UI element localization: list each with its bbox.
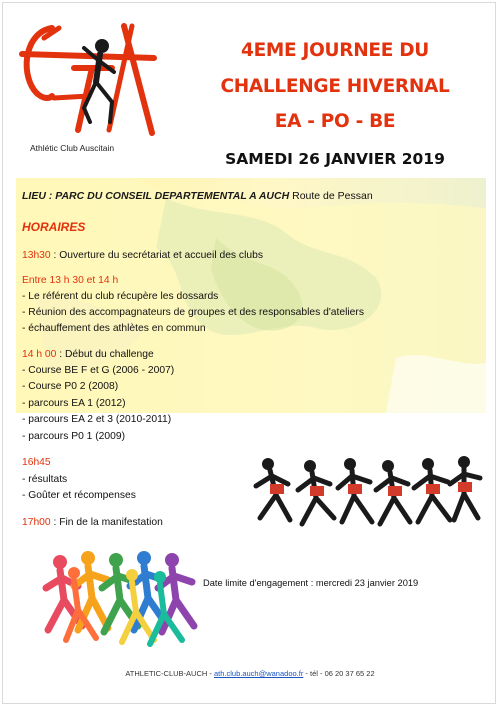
schedule-line	[22, 250, 263, 261]
event-title-line2: CHALLENGE HIVERNAL	[220, 76, 450, 97]
schedule-item: - Goûter et récompenses	[22, 490, 136, 501]
schedule-time: 14 h 00	[22, 349, 57, 360]
schedule-item: - parcours P0 1 (2009)	[22, 431, 126, 442]
schedule-text: : Fin de la manifestation	[50, 517, 163, 528]
deadline-text: Date limite d'engagement : mercredi 23 janvier 2019	[203, 578, 419, 588]
colorful-runners-illustration	[38, 540, 206, 648]
schedule-line	[22, 517, 163, 528]
schedule-item: - résultats	[22, 474, 68, 485]
schedule-time: 13h30	[22, 250, 51, 261]
schedule-line	[22, 275, 118, 286]
schedule-item: - parcours EA 1 (2012)	[22, 398, 126, 409]
schedule-text: : Début du challenge	[56, 349, 154, 360]
footer	[0, 669, 500, 678]
schedule-time: 16h45	[22, 457, 51, 468]
schedule-item: - Course P0 2 (2008)	[22, 381, 119, 392]
horaires-heading: HORAIRES	[22, 220, 86, 234]
schedule-item: - échauffement des athlètes en commun	[22, 323, 206, 334]
schedule-time: Entre 13 h 30 et 14 h	[22, 275, 119, 286]
schedule-time: 17h00	[22, 517, 51, 528]
schedule-item: - Le référent du club récupère les dossards	[22, 291, 219, 302]
schedule-item: - Course BE F et G (2006 - 2007)	[22, 365, 175, 376]
event-date: SAMEDI 26 JANVIER 2019	[225, 150, 445, 168]
club-logo-icon	[14, 18, 164, 140]
schedule-line	[22, 349, 154, 360]
lieu-line	[22, 190, 373, 202]
footer-prefix: ATHLETIC-CLUB-AUCH -	[125, 669, 214, 678]
event-title-line3: EA - PO - BE	[274, 111, 396, 132]
club-name: Athlétic Club Auscitain	[30, 143, 115, 153]
schedule-item: - parcours EA 2 et 3 (2010-2011)	[22, 414, 172, 425]
schedule-item: - Réunion des accompagnateurs de groupes et des responsables d'ateliers	[22, 307, 364, 318]
lieu-label: LIEU : PARC DU CONSEIL DEPARTEMENTAL A AUCH	[22, 190, 290, 202]
footer-suffix: - tél - 06 20 37 65 22	[303, 669, 375, 678]
event-title-line1: 4EME JOURNEE DU	[241, 40, 429, 61]
footer-email-link[interactable]: ath.club.auch@wanadoo.fr	[213, 669, 304, 678]
schedule-line	[22, 457, 51, 468]
schedule-text: : Ouverture du secrétariat et accueil des clubs	[50, 250, 263, 261]
silhouette-runners-illustration	[250, 440, 485, 540]
lieu-detail: Route de Pessan	[289, 190, 373, 202]
